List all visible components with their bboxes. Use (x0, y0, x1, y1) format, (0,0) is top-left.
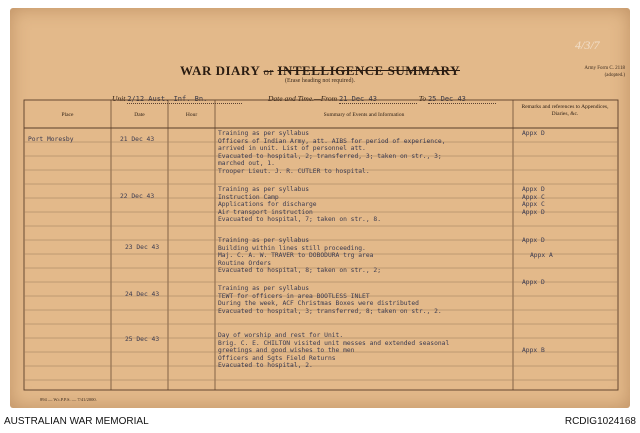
entry-line: Trooper Lieut. J. R. CUTLER to hospital. (218, 167, 370, 175)
from-date: 21 Dec 43 (338, 95, 377, 103)
entry-line: Maj. C. A. W. TRAVER to DOBODURA trg area (218, 252, 374, 259)
entry-1-remarks (522, 130, 545, 138)
entry-line: Air transport instruction (218, 208, 313, 216)
entry-line: Training as per syllabus (218, 285, 309, 292)
form-ref-line1: Army Form C. 2118 (584, 66, 625, 71)
column-header-hour: Hour (185, 112, 198, 118)
entry-line: Building within lines still proceeding. (218, 244, 366, 252)
entry-line: Applications for discharge (218, 201, 317, 208)
title-or: or (263, 66, 274, 78)
entry-5-remarks (522, 332, 545, 355)
title-war-diary: WAR DIARY (180, 63, 260, 78)
caption-record-id: RCDIG1024168 (564, 416, 636, 427)
column-header-date: Date (134, 112, 145, 118)
pencil-mark: 4/3/7 (575, 38, 600, 52)
entry-2-remarks (522, 186, 545, 216)
column-header-place: Place (61, 112, 74, 118)
entry-line: Training as per syllabus (218, 130, 309, 137)
remark-appendix: Appx C (522, 193, 545, 201)
entry-5-summary (218, 332, 449, 370)
date-label: Date and Time.—From (268, 94, 338, 103)
entry-line: Evacuated to hospital, 3; transferred, 8; taken on str., 2. (218, 307, 442, 315)
caption-institution: AUSTRALIAN WAR MEMORIAL (4, 416, 149, 427)
entry-line: TEWT for officers in area BOOTLESS INLET (218, 292, 370, 300)
war-diary-sheet (10, 8, 630, 408)
entry-1-place: Port Moresby (28, 136, 74, 143)
entry-4-summary (218, 285, 442, 315)
form-ref-line2: (adopted.) (604, 73, 625, 78)
entry-3-summary (218, 237, 381, 275)
entry-1-date: 21 Dec 43 (120, 136, 155, 143)
entry-line: Brig. C. E. CHILTON visited unit messes and extended seasonal (218, 339, 450, 347)
remark-appendix: Appx D (522, 208, 545, 216)
entry-line: Instruction Camp (218, 193, 279, 201)
entry-line: Routine Orders (218, 259, 272, 267)
remark-appendix (522, 245, 553, 253)
column-header-summary: Summary of Events and Information (323, 112, 405, 118)
entry-2-date: 22 Dec 43 (120, 193, 155, 200)
entry-line: Officers and Sgts Field Returns (218, 354, 336, 362)
entry-5-date: 25 Dec 43 (125, 336, 160, 343)
entry-3-date: 23 Dec 43 (125, 244, 160, 251)
form-print-code: 894 — W.t.P.P.S. — 7/41/2000. (40, 397, 97, 402)
entry-line: Evacuated to hospital, 7; taken on str., 8. (218, 216, 382, 223)
entry-line: Evacuated to hospital, 8; taken on str., 2; (218, 267, 382, 274)
entry-line: marched out, 1. (218, 160, 275, 167)
entry-line: Training as per syllabus (218, 186, 309, 193)
entry-2-summary (218, 186, 381, 224)
to-label: To (418, 94, 427, 103)
entry-line: arrived in unit. List of personnel att. (218, 145, 366, 152)
remark-appendix: Appx D (522, 237, 545, 244)
entry-line: greetings and good wishes to the men (218, 347, 355, 354)
unit-label: Unit (112, 94, 126, 103)
remark-appendix: Appx C (522, 201, 545, 208)
remark-appendix: Appx D (522, 279, 545, 286)
column-header-remarks: Remarks and references to Appendices, Diaries, &c. (521, 104, 609, 117)
entry-line: Training as per syllabus (218, 237, 309, 244)
remark-appendix: Appx B (522, 347, 545, 354)
remark-appendix: Appx D (522, 130, 545, 137)
entry-3-remarks (522, 237, 553, 260)
entry-line: Day of worship and rest for Unit. (218, 332, 344, 339)
entry-line: Evacuated to hospital, 2; transferred, 3; taken on str., 3; (218, 152, 442, 160)
entry-1-summary (218, 130, 445, 175)
remark-appendix (522, 332, 545, 340)
entry-4-remarks (522, 279, 545, 287)
remark-appendix (522, 340, 545, 348)
to-date: 25 Dec 43 (427, 95, 466, 103)
remark-appendix: Appx A (530, 252, 553, 259)
entry-4-date: 24 Dec 43 (125, 291, 160, 298)
unit-value: 2/12 Aust. Inf. Bn. (127, 95, 208, 103)
remark-appendix: Appx D (522, 186, 545, 193)
entry-line: During the week, ACF Christmas Boxes were distributed (218, 300, 419, 307)
page-subtitle: (Erase heading not required). (285, 78, 355, 84)
entry-line: Evacuated to hospital, 2. (218, 362, 313, 369)
title-intelligence-summary: INTELLIGENCE SUMMARY (277, 63, 460, 78)
entry-line: Officers of Indian Army, att. AIBS for period of experience, (218, 137, 446, 145)
